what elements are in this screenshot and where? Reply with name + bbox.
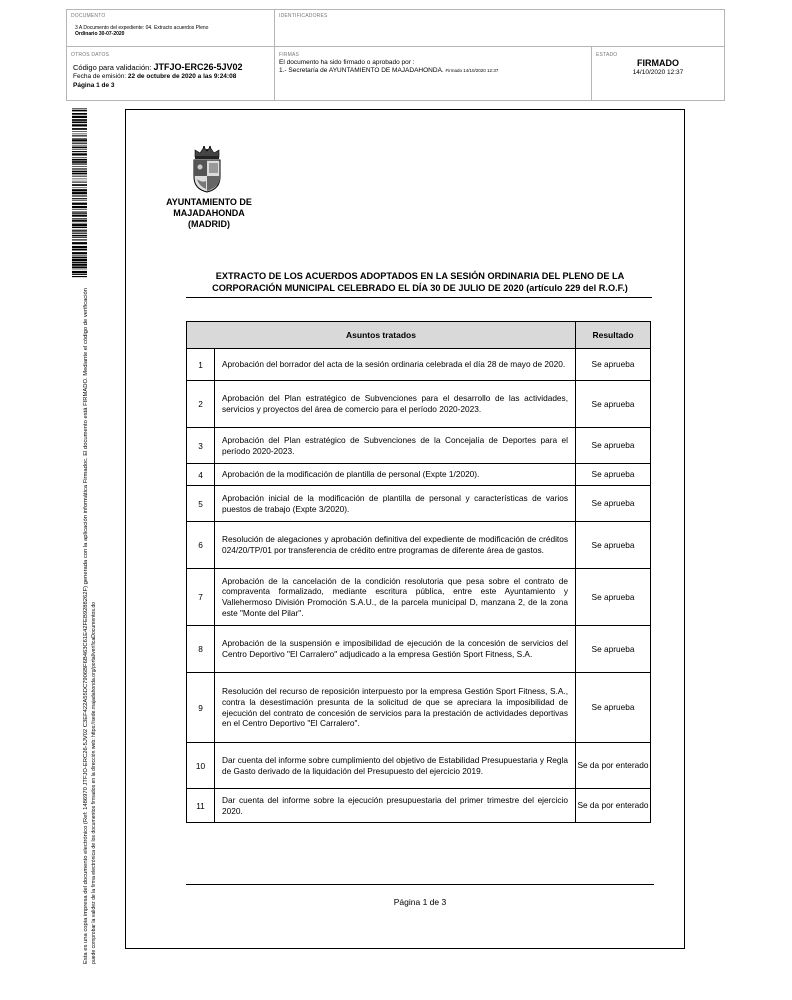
barcode-bar	[72, 161, 87, 163]
row-description: Aprobación del Plan estratégico de Subvenciones para el desarrollo de las actividades, servicios y proyectos del área de comercio para el período 2020-2023.	[215, 381, 576, 428]
barcode-bar	[72, 230, 87, 231]
row-number: 6	[187, 522, 215, 569]
barcode-bar	[72, 189, 87, 191]
other-data-box	[66, 46, 275, 101]
row-number: 9	[187, 673, 215, 743]
status-box	[591, 46, 725, 101]
row-result: Se aprueba	[576, 522, 651, 569]
row-description: Aprobación de la cancelación de la condición resolutoria que pesa sobre el contrato de compraventa formalizado, mediante escritura pública, entre este Ayuntamiento y Vallehermoso División Promoción S.A.U., de la parcela municipal D, manzana 2, de la zona este "Monte del Pilar".	[215, 569, 576, 626]
coat-of-arms-logo	[190, 145, 224, 193]
column-header-resultado: Resultado	[576, 322, 651, 349]
barcode-bar	[72, 145, 87, 146]
row-result: Se aprueba	[576, 626, 651, 673]
barcode-bar	[72, 188, 87, 189]
barcode-bar	[72, 252, 87, 254]
title-underline	[186, 297, 652, 298]
barcode-bar	[72, 151, 87, 152]
barcode-bar	[72, 124, 87, 126]
row-number: 11	[187, 789, 215, 823]
barcode-bar	[72, 259, 87, 261]
firmas-line1: El documento ha sido firmado o aprobado por :	[279, 59, 415, 66]
barcode-bar	[72, 257, 87, 259]
table-row	[187, 428, 651, 464]
barcode-bar	[72, 237, 87, 238]
barcode-bar	[72, 269, 87, 270]
barcode-bar	[72, 139, 87, 141]
barcode-bar	[72, 149, 87, 150]
emission-date: 22 de octubre de 2020 a las 9:24:08	[127, 73, 237, 80]
barcode-bar	[72, 231, 87, 232]
row-number: 10	[187, 743, 215, 789]
barcode-bar	[72, 255, 87, 256]
column-header-asuntos: Asuntos tratados	[187, 322, 576, 349]
table-row	[187, 789, 651, 823]
row-number: 3	[187, 428, 215, 464]
barcode-bar	[72, 223, 87, 224]
status-badge: FIRMADO	[637, 58, 679, 68]
barcode-bar	[72, 171, 87, 173]
barcode-bar	[72, 159, 87, 161]
documento-label: DOCUMENTO	[71, 13, 106, 19]
footer-page-number: Página 1 de 3	[393, 897, 447, 907]
emission-prefix: Fecha de emisión:	[73, 73, 128, 80]
barcode-bar	[72, 166, 87, 167]
row-description: Aprobación de la modificación de plantilla de personal (Expte 1/2020).	[215, 464, 576, 486]
org-line1: AYUNTAMIENTO DE	[166, 197, 252, 207]
table-row	[187, 743, 651, 789]
agenda-table	[186, 321, 651, 823]
row-description: Aprobación de la suspensión e imposibilidad de ejecución de la concesión de servicios del Centro Deportivo "El Carralero" adjudicado a la empresa Gestión Sport Fitness, S.A.	[215, 626, 576, 673]
status-date: 14/10/2020 12:37	[632, 69, 684, 76]
barcode-bar	[72, 246, 87, 248]
row-number: 8	[187, 626, 215, 673]
row-result: Se aprueba	[576, 349, 651, 381]
table-row	[187, 349, 651, 381]
row-number: 1	[187, 349, 215, 381]
side-text-line1: Esta es una copia impresa del documento electrónico (Ref: 1486970 JTFJO-ERC26-5JV02 C3EF422A55DC7906BF6B463C61E42FEB9288262F) generada con la aplicación informática Firmadoc. El documento está FIRMADO. Mediante el código de verificación	[83, 383, 89, 964]
barcode-bar	[72, 108, 87, 109]
signatures-box	[274, 46, 592, 101]
barcode-bar	[72, 266, 87, 268]
barcode-bar	[72, 135, 87, 136]
barcode-bar	[72, 179, 87, 180]
barcode-bar	[72, 134, 87, 135]
barcode-bar	[72, 116, 87, 118]
header-page-info: Página 1 de 3	[73, 82, 115, 89]
firmas-label: FIRMAS	[279, 52, 300, 58]
barcode-bar	[72, 192, 87, 194]
barcode-bar	[72, 157, 87, 158]
row-number: 4	[187, 464, 215, 486]
barcode-bar	[72, 212, 87, 213]
barcode-bar	[72, 182, 87, 183]
table-row	[187, 626, 651, 673]
emission-line	[73, 73, 236, 80]
barcode-bar	[72, 176, 87, 177]
estado-label: ESTADO	[596, 52, 618, 58]
barcode-bar	[72, 138, 87, 139]
barcode-bar	[72, 128, 87, 130]
barcode-bar	[72, 143, 87, 144]
barcode-bar	[72, 153, 87, 155]
validation-prefix: Código para validación:	[73, 63, 154, 72]
side-text-line2: puede comprobar la validez de la firma electrónica de los documentos firmados en la dirección web: https://sede.majadahonda.org/portal/verificaDocumentos.do	[91, 609, 97, 964]
barcode-bar	[72, 227, 87, 228]
table-header-row	[187, 322, 651, 349]
row-result: Se aprueba	[576, 381, 651, 428]
barcode-bar	[72, 249, 87, 251]
document-box	[66, 9, 275, 47]
row-description: Dar cuenta del informe sobre la ejecución presupuestaria del primer trimestre del ejercicio 2020.	[215, 789, 576, 823]
barcode-bar	[72, 113, 87, 115]
validation-line	[73, 62, 243, 72]
table-row	[187, 522, 651, 569]
row-result: Se aprueba	[576, 428, 651, 464]
barcode-bar	[72, 276, 87, 277]
barcode-bar	[72, 239, 87, 240]
firmas-line2	[279, 67, 498, 74]
row-description: Resolución del recurso de reposición interpuesto por la empresa Gestión Sport Fitness, S.A., contra la desestimación presunta de la solicitud de que se apreciara la imposibilidad de ejecución del contrato de concesión de servicios para la prestación de actividades deportivas en el Centro Deportivo "El Carralero".	[215, 673, 576, 743]
row-result: Se aprueba	[576, 673, 651, 743]
table-row	[187, 464, 651, 486]
barcode-bar	[72, 173, 87, 174]
firmas-signed-date: Firmado 14/10/2020 12:37	[445, 68, 499, 73]
firmas-signer: 1.- Secretaría de AYUNTAMIENTO DE MAJADAHONDA.	[279, 67, 444, 74]
org-line2: MAJADAHONDA	[173, 208, 245, 218]
row-number: 5	[187, 486, 215, 522]
barcode-bar	[72, 175, 87, 176]
barcode-bar	[72, 206, 87, 208]
barcode-bar	[72, 220, 87, 222]
barcode-bar	[72, 215, 87, 217]
barcode-bar	[72, 147, 87, 149]
footer-rule	[186, 884, 654, 885]
row-description: Aprobación inicial de la modificación de plantilla de personal y características de varios puestos de trabajo (Expte 3/2020).	[215, 486, 576, 522]
barcode-bar	[72, 163, 87, 164]
barcode-bar	[72, 224, 87, 226]
table-row	[187, 486, 651, 522]
table-row	[187, 673, 651, 743]
row-result: Se da por enterado	[576, 789, 651, 823]
identificadores-label: IDENTIFICADORES	[279, 13, 328, 19]
barcode-bar	[72, 233, 87, 234]
table-row	[187, 381, 651, 428]
barcode-bar	[72, 262, 87, 263]
barcode-bar	[72, 235, 87, 236]
documento-line2: Ordinario 30-07-2020	[75, 31, 125, 37]
side-verification-text	[78, 286, 106, 964]
identifiers-box	[274, 9, 725, 47]
table-body	[187, 349, 651, 823]
barcode-bar	[72, 119, 87, 121]
barcode-bar	[72, 242, 87, 244]
barcode-bar	[72, 213, 87, 214]
barcode-bar	[72, 274, 87, 275]
barcode-bar	[72, 168, 87, 169]
table-row	[187, 569, 651, 626]
row-description: Aprobación del borrador del acta de la sesión ordinaria celebrada el día 28 de mayo de 2020.	[215, 349, 576, 381]
row-result: Se da por enterado	[576, 743, 651, 789]
title-line2: CORPORACIÓN MUNICIPAL CELEBRADO EL DÍA 30 DE JULIO DE 2020 (artículo 229 del R.O.F.)	[212, 283, 628, 293]
barcode-bar	[72, 198, 87, 199]
row-description: Resolución de alegaciones y aprobación definitiva del expediente de modificación de créditos 024/20/TP/01 por transferencia de crédito entre programas de diferente área de gastos.	[215, 522, 576, 569]
row-number: 7	[187, 569, 215, 626]
title-line1: EXTRACTO DE LOS ACUERDOS ADOPTADOS EN LA SESIÓN ORDINARIA DEL PLENO DE LA	[215, 271, 625, 281]
org-line3: (MADRID)	[188, 219, 230, 229]
row-result: Se aprueba	[576, 464, 651, 486]
otros-datos-label: OTROS DATOS	[71, 52, 110, 58]
barcode-bar	[72, 121, 87, 123]
row-result: Se aprueba	[576, 569, 651, 626]
barcode-bar	[72, 181, 87, 182]
barcode-bar	[72, 131, 87, 132]
row-result: Se aprueba	[576, 486, 651, 522]
row-number: 2	[187, 381, 215, 428]
barcode-bar	[72, 203, 87, 205]
documento-line1: 3 A Documento del expediente: 04. Extracto acuerdos Pleno	[75, 25, 209, 31]
validation-code[interactable]: JTFJO-ERC26-5JV02	[153, 62, 243, 72]
barcode-bar	[72, 195, 87, 196]
row-description: Aprobación del Plan estratégico de Subvenciones de la Concejalía de Deportes para el período 2020-2023.	[215, 428, 576, 464]
barcode-bar	[72, 209, 87, 210]
row-description: Dar cuenta del informe sobre cumplimiento del objetivo de Estabilidad Presupuestaria y Regla de Gasto derivado de la liquidación del Presupuesto del ejercicio 2019.	[215, 743, 576, 789]
barcode-bar	[72, 271, 87, 273]
barcode-bar	[72, 218, 87, 219]
barcode-bar	[72, 200, 87, 201]
barcode-image	[72, 108, 87, 278]
barcode-bar	[72, 110, 87, 112]
barcode-bar	[72, 184, 87, 186]
barcode-bar	[72, 264, 87, 266]
